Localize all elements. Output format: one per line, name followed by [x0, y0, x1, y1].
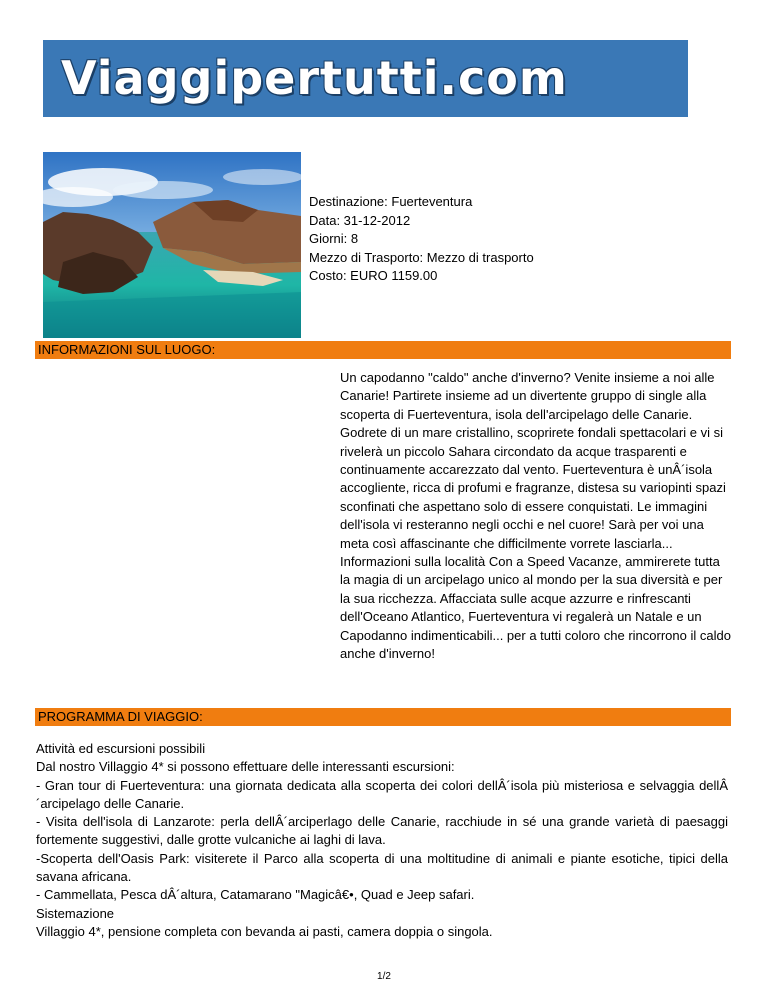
program-line: - Visita dell'isola di Lanzarote: perla dellÂ´arciperlago delle Canarie, racchiude in sé una grande varietà di paesaggi fortemente suggestivi, dalle grotte vulcaniche ai laghi di lava.: [36, 814, 728, 848]
days-text: Giorni: 8: [309, 231, 359, 246]
island-photo-icon: [43, 152, 301, 338]
program-text: [36, 740, 728, 941]
program-line: Sistemazione: [36, 905, 115, 921]
site-banner: [43, 40, 688, 117]
transport-text: Mezzo di Trasporto: Mezzo di trasporto: [309, 249, 534, 265]
destination-text: Destinazione: Fuerteventura: [309, 194, 473, 209]
program-line: Villaggio 4*, pensione completa con bevanda ai pasti, camera doppia o singola.: [36, 923, 493, 939]
destination-photo: [43, 152, 301, 338]
program-line: -Scoperta dell'Oasis Park: visiterete il Parco alla scoperta di una moltitudine di animali e piante esotiche, tipici della savana africana.: [36, 850, 728, 885]
trip-details: [309, 193, 534, 286]
place-description: Un capodanno "caldo" anche d'inverno? Venite insieme a noi alle Canarie! Partirete insieme ad un divertente gruppo di single alla scoperta di Fuerteventura, isola dell'arcipelago delle Canarie. Godrete di un mare cristallino, scoprirete fondali spettacolari e vi si rivelerà un piccolo Sahara circondato da acque trasparenti e continuamente accarezzato dal vento. Fuerteventura è unÂ´isola accogliente, ricca di profumi e fragranze, distesa su variopinti spazi sconfinati che aspettano solo di essere conquistati. Le immagini dell'isola vi resteranno negli occhi e nel cuore! Sarà per voi una meta così affascinante che difficilmente vorrete lasciarla... Informazioni sulla località Con a Speed Vacanze, ammirerete tutta la magia di un arcipelago unico al mondo per la sua diversità e per la sua ricchezza. Affacciata sulle acque azzurre e rinfrescanti dell'Oceano Atlantico, Fuerteventura vi regalerà un Natale e un Capodanno indimenticabili... per a tutti coloro che rincorrono il caldo anche d'inverno!: [340, 370, 731, 662]
date-text: Data: 31-12-2012: [309, 212, 411, 228]
info-section-heading: INFORMAZIONI SUL LUOGO:: [35, 341, 731, 359]
program-line: Attività ed escursioni possibili: [36, 741, 206, 756]
program-line: - Cammellata, Pesca dÂ´altura, Catamarano "Magicâ€•, Quad e Jeep safari.: [36, 887, 475, 903]
program-line: Dal nostro Villaggio 4* si possono effettuare delle interessanti escursioni:: [36, 759, 455, 775]
page-number: 1/2: [377, 971, 391, 982]
site-logo: Viaggipertutti.com: [61, 51, 568, 105]
program-line: - Gran tour di Fuerteventura: una giornata dedicata alla scoperta dei colori dellÂ´isola più misteriosa e selvaggia dellÂ´arcipelago delle Canarie.: [36, 777, 728, 811]
cost-text: Costo: EURO 1159.00: [309, 268, 438, 283]
program-section-heading: PROGRAMMA DI VIAGGIO:: [35, 708, 731, 726]
